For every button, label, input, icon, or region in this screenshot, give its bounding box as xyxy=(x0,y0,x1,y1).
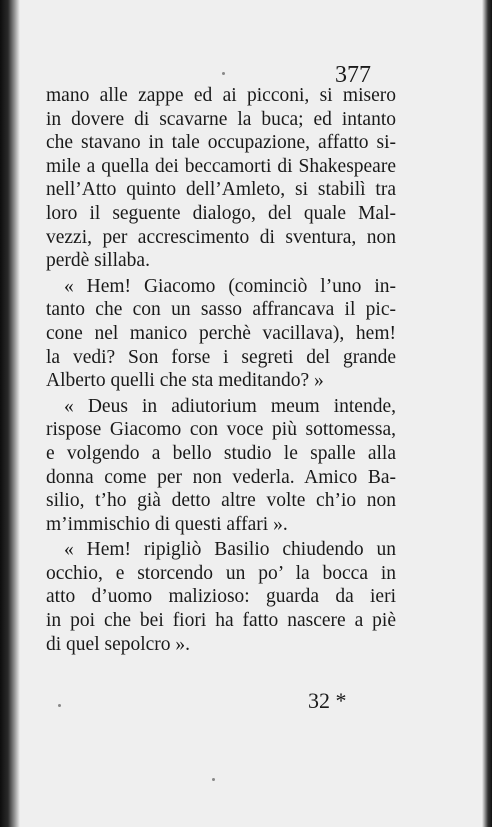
text-line: che stavano in tale occupazione, affatto si- xyxy=(46,132,396,154)
text-line: e volgendo a bello studio le spalle alla xyxy=(46,442,396,464)
text-line: la vedi? Son forse i segreti del grande xyxy=(46,346,396,368)
text-line: donna come per non vederla. Amico Ba- xyxy=(46,466,396,488)
text-line: mile a quella dei beccamorti di Shakespeare xyxy=(46,155,396,177)
page-gutter-shadow xyxy=(0,0,20,827)
page-number: 377 xyxy=(335,62,371,88)
text-line: « Hem! ripigliò Basilio chiudendo un xyxy=(64,539,396,561)
text-line: nell’Atto quinto dell’Amleto, si stabilì tra xyxy=(46,179,396,201)
signature-mark: 32 * xyxy=(308,688,347,713)
paper-speck xyxy=(58,704,61,707)
text-line: « Deus in adiutorium meum intende, xyxy=(64,395,396,417)
text-line: atto d’uomo malizioso: guarda da ieri xyxy=(46,586,396,608)
text-line: vezzi, per accrescimento di sventura, non xyxy=(46,226,396,248)
text-line: « Hem! Giacomo (cominciò l’uno in- xyxy=(64,275,396,297)
page-edge-shadow xyxy=(482,0,492,827)
text-line: m’immischio di questi affari ». xyxy=(46,513,288,535)
text-line: in dovere di scavarne la buca; ed intanto xyxy=(46,108,396,130)
text-line: silio, t’ho già detto altre volte ch’io non xyxy=(46,490,396,512)
body-text xyxy=(46,84,396,656)
text-line: Alberto quelli che sta meditando? » xyxy=(46,370,324,392)
text-line: in poi che bei fiori ha fatto nascere a piè xyxy=(46,610,396,632)
text-line: occhio, e storcendo un po’ la bocca in xyxy=(46,562,396,584)
text-line: rispose Giacomo con voce più sottomessa, xyxy=(46,419,396,441)
text-line: perdè sillaba. xyxy=(46,250,150,272)
text-line: cone nel manico perchè vacillava), hem! xyxy=(46,322,396,344)
paper-speck xyxy=(222,72,225,75)
text-line: mano alle zappe ed ai picconi, si misero xyxy=(46,85,396,106)
text-line: tanto che con un sasso affrancava il pic- xyxy=(46,299,396,321)
paper-speck xyxy=(212,778,215,781)
text-line: di quel sepolcro ». xyxy=(46,633,191,655)
text-line: loro il seguente dialogo, del quale Mal- xyxy=(46,202,396,224)
